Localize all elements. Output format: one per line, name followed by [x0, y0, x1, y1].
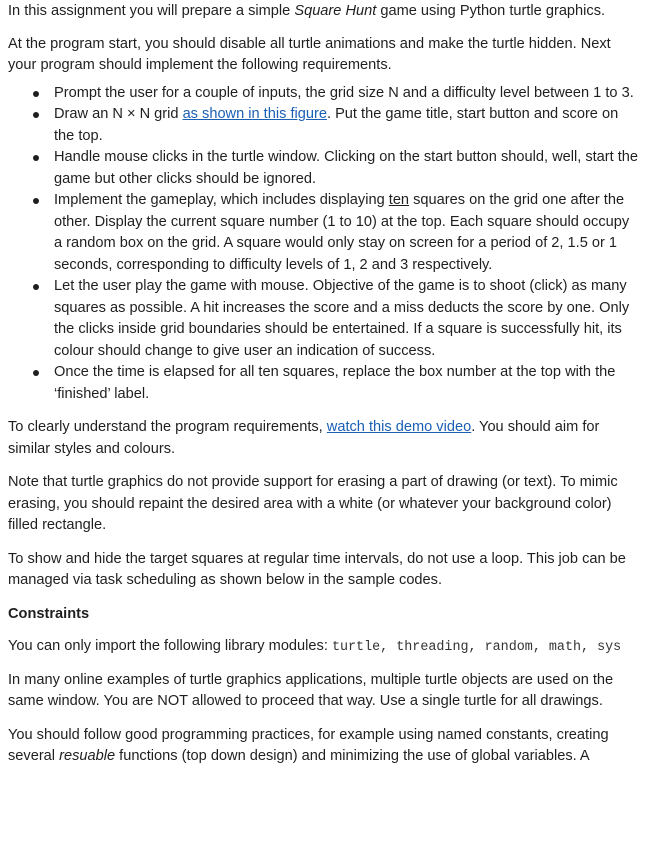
practice-text: You should follow good programming practices, for example using named constants, creating several — [8, 726, 609, 764]
imports-paragraph — [8, 636, 640, 659]
practice-paragraph — [8, 725, 640, 768]
requirement-play: Let the user play the game with mouse. Objective of the game is to shoot (click) as many squares as possible. A hit increases the score and a miss deducts the score by one. Only the clicks inside grid boundaries should be entertained. If a square is successfully hit, its colour should change to give user an indication of success. — [54, 278, 630, 359]
emphasis-ten: ten — [388, 192, 410, 208]
intro-paragraph — [8, 1, 640, 23]
requirement-grid-end: . Put the game title, start button and score on the top. — [54, 106, 619, 144]
requirements-list — [8, 83, 640, 406]
requirement-gameplay: Implement the gameplay, which includes displaying — [54, 192, 389, 208]
list-item — [8, 83, 640, 105]
figure-link[interactable]: as shown in this figure — [182, 106, 327, 122]
list-item — [8, 362, 640, 405]
demo-video-link[interactable]: watch this demo video — [326, 419, 472, 435]
understand-text-end: . You should aim for similar styles and colours. — [8, 419, 600, 457]
understand-text: To clearly understand the program requirements, — [8, 419, 327, 435]
practice-text-end: functions (top down design) and minimizing the use of global variables. A — [115, 748, 590, 764]
requirement-inputs: Prompt the user for a couple of inputs, the grid size N and a difficulty level between 1 to 3. — [54, 84, 634, 101]
intro-text-end: game using Python turtle graphics. — [376, 3, 606, 19]
constraints-heading: Constraints — [8, 605, 90, 622]
understand-paragraph — [8, 417, 640, 460]
list-item — [8, 104, 640, 147]
requirement-grid: Draw an N × N grid — [54, 106, 183, 122]
requirement-clicks: Handle mouse clicks in the turtle window. Clicking on the start button should, well, start the game but other clicks should be ignored. — [54, 149, 639, 187]
requirement-finish: Once the time is elapsed for all ten squares, replace the box number at the top with the ‘finished’ label. — [54, 364, 616, 402]
erase-paragraph: Note that turtle graphics do not provide support for erasing a part of drawing (or text). To mimic erasing, you should repaint the desired area with a white (or whatever your background color) filled rectangle. — [8, 474, 618, 533]
list-item — [8, 147, 640, 190]
intro-text: In this assignment you will prepare a simple — [8, 3, 295, 19]
emphasis-resuable: resuable — [59, 748, 116, 764]
list-item — [8, 276, 640, 362]
game-name: Square Hunt — [294, 3, 377, 19]
requirement-gameplay-end: squares on the grid one after the other. Display the current square number (1 to 10) at the top. Each square should occupy a random box on the grid. A square would only stay on screen for a period of 2, 1.5 or 1 seconds, corresponding to difficulty levels of 1, 2 and 3 respectively. — [54, 192, 630, 273]
schedule-paragraph: To show and hide the target squares at regular time intervals, do not use a loop. This job can be managed via task scheduling as shown below in the sample codes. — [8, 550, 626, 588]
start-paragraph: At the program start, you should disable all turtle animations and make the turtle hidden. Next your program should implement the following requirements. — [8, 35, 611, 73]
document-page — [0, 1, 652, 768]
single-turtle-paragraph: In many online examples of turtle graphics applications, multiple turtle objects are used on the same window. You are NOT allowed to proceed that way. Use a single turtle for all drawings. — [8, 671, 614, 709]
list-item — [8, 190, 640, 276]
imports-text: You can only import the following library modules: — [8, 638, 332, 654]
module-list: turtle, threading, random, math, sys — [331, 640, 622, 655]
